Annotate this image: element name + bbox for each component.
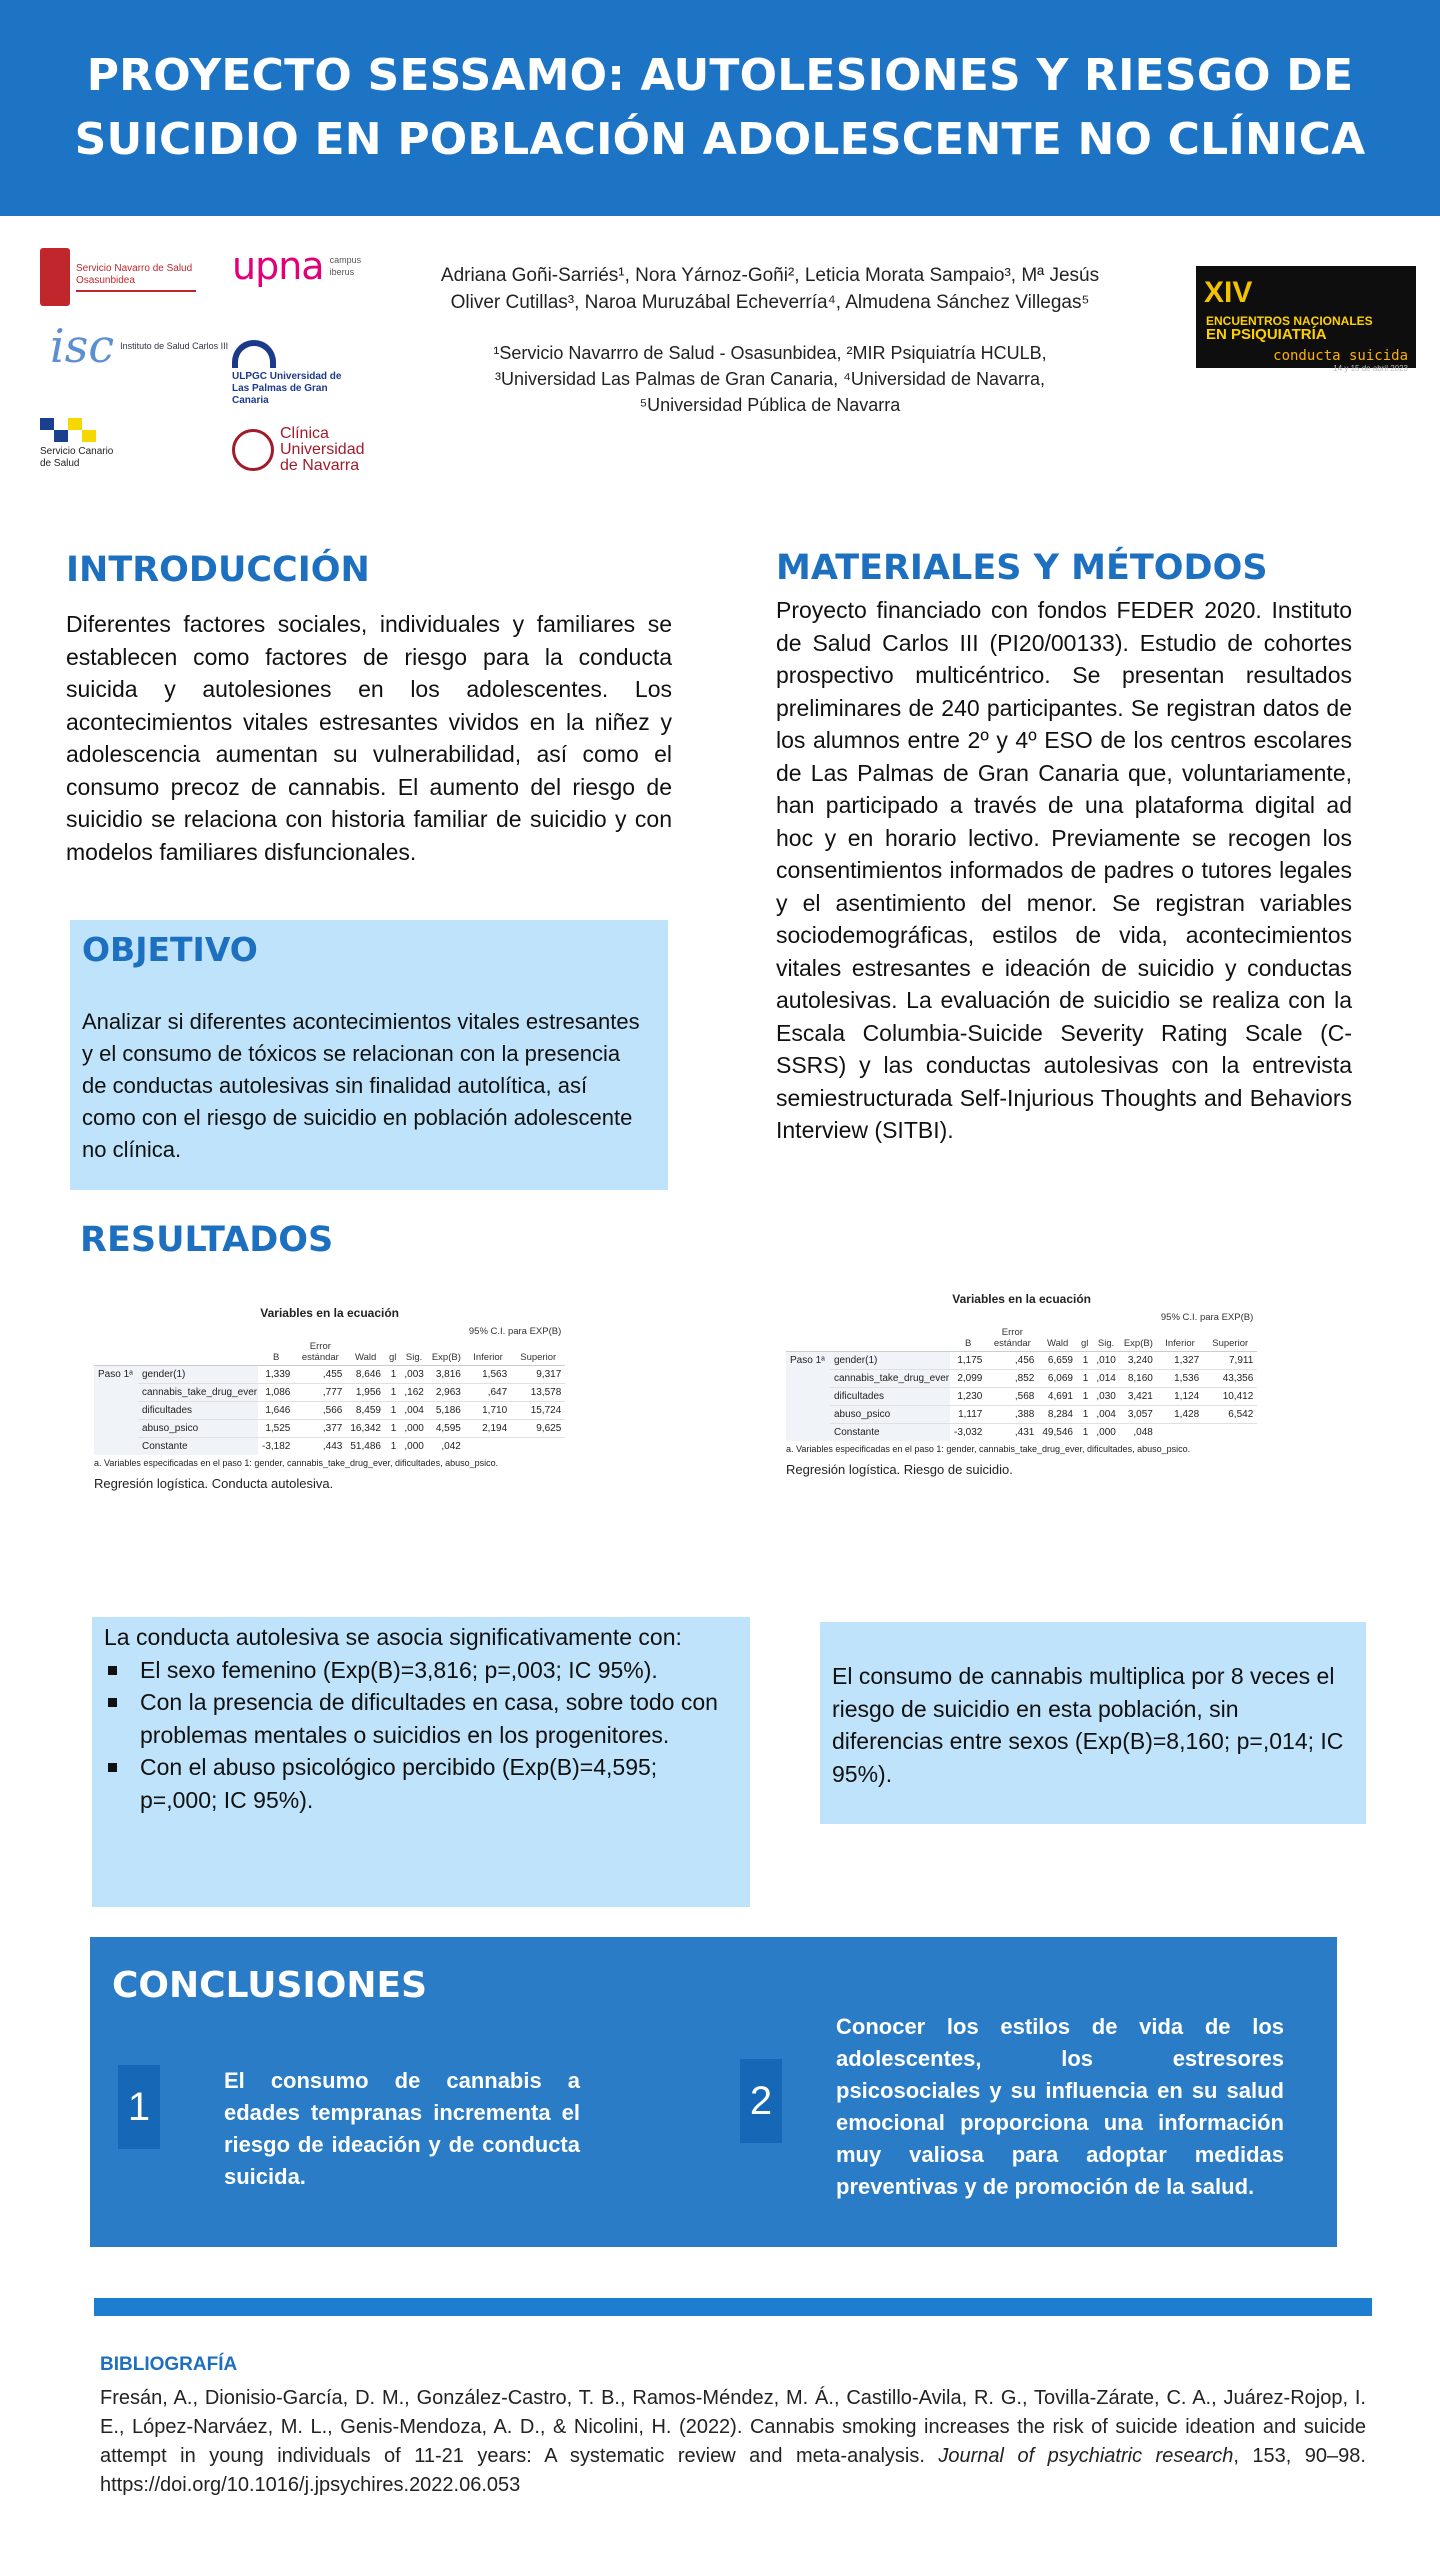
navarra-shield-icon (40, 248, 70, 306)
table-cell: 1,536 (1157, 1370, 1203, 1388)
scs-squares-icon (40, 418, 96, 442)
table-cell (511, 1438, 565, 1456)
table-cell (465, 1438, 511, 1456)
table-footnote: a. Variables especificadas en el paso 1: gender, cannabis_take_drug_ever, dificultades, abuso_psico. (786, 1444, 1191, 1454)
conclusion-number: 2 (740, 2059, 782, 2143)
table-cell: 9,317 (511, 1366, 565, 1384)
bibliography-entry: Fresán, A., Dionisio-García, D. M., González-Castro, T. B., Ramos-Méndez, M. Á., Castillo-Avila, R. G., Tovilla-Zárate, C. A., Juárez-Rojop, I. E., López-Narváez, M. L., Genis-Mendoza, A. D., & Nicolini, H. (2022). Cannabis smoking increases the risk of suicide ideation and suicide attempt in young individuals of 11-21 years: A systematic review and meta-analysis. Journal of psychiatric research, 153, 90–98. https://doi.org/10.1016/j.jpsychires.2022.06.053 (100, 2387, 1366, 2496)
conclusions-heading: CONCLUSIONES (112, 1965, 428, 2006)
table-cell: ,852 (986, 1370, 1038, 1388)
table-caption: Regresión logística. Riesgo de suicidio. (786, 1462, 1013, 1477)
objective-text: Analizar si diferentes acontecimientos vitales estresantes y el consumo de tóxicos se relacionan con la presencia de conductas autolesivas sin finalidad autolítica, así como con el riesgo de suicidio en población adolescente no clínica. (82, 1009, 640, 1162)
table-cell: ,004 (400, 1402, 427, 1420)
table-cell: 6,542 (1203, 1406, 1257, 1424)
result-box-intro: La conducta autolesiva se asocia significativamente con: (104, 1624, 682, 1650)
table-cell: 8,646 (346, 1366, 385, 1384)
table-cell: 3,421 (1120, 1388, 1157, 1406)
table-cell: 1 (385, 1420, 400, 1438)
table-cell: ,777 (294, 1384, 346, 1402)
column-header: Wald (1038, 1325, 1077, 1352)
step-label (786, 1406, 830, 1424)
table-row (94, 1420, 565, 1438)
result-box-self-harm (92, 1617, 750, 1907)
poster-title-line-2: SUICIDIO EN POBLACIÓN ADOLESCENTE NO CLÍNICA (74, 114, 1366, 165)
result-box-text: El consumo de cannabis multiplica por 8 veces el riesgo de suicidio en esta población, sin diferencias entre sexos (Exp(B)=8,160; p=,014; IC 95%). (832, 1663, 1344, 1787)
column-header: Inferior (1157, 1325, 1203, 1352)
conclusions-panel (90, 1937, 1337, 2247)
table-row (94, 1384, 565, 1402)
column-header: B (258, 1339, 294, 1366)
bibliography-heading: BIBLIOGRAFÍA (100, 2354, 238, 2375)
table-cell: 51,486 (346, 1438, 385, 1456)
column-header: Error estándar (986, 1325, 1038, 1352)
column-header: Inferior (465, 1339, 511, 1366)
conclusion-text: Conocer los estilos de vida de los adolescentes, los estresores psicosociales y su influencia en su salud emocional proporciona una información muy valiosa para adoptar medidas preventivas y de promoción de la salud. (836, 2014, 1284, 2199)
table-cell: 1 (1077, 1352, 1092, 1370)
column-header: gl (1077, 1325, 1092, 1352)
table-cell: ,014 (1092, 1370, 1119, 1388)
step-label (94, 1420, 138, 1438)
table-cell: 3,240 (1120, 1352, 1157, 1370)
table-cell: 13,578 (511, 1384, 565, 1402)
variable-name: abuso_psico (138, 1420, 258, 1438)
table-cell: 43,356 (1203, 1370, 1257, 1388)
variable-name: abuso_psico (830, 1406, 950, 1424)
column-header: Wald (346, 1339, 385, 1366)
intro-text: Diferentes factores sociales, individuales y familiares se establecen como factores de riesgo para la conducta suicida y autolesiones en los adolescentes. Los acontecimientos vitales estresantes vividos en la niñez y adolescencia aumentan su vulnerabilidad, así como el consumo precoz de cannabis. El aumento del riesgo de suicidio se relaciona con historia familiar de suicidio y con modelos familiares disfuncionales. (66, 611, 672, 865)
step-label (94, 1402, 138, 1420)
regression-table-suicide-risk: Variables en la ecuación 95% C.I. para EXP(B) B Error estándar Wald gl Sig. Exp(B) Inferior Superior Paso 1ᵃ gender(1) 1,175 ,456 6,659 1 ,010 3,240 1,327 7,911 cannabis_take_drug_ever 2,099 ,852 6,069 1 ,014 8,160 1,536 43,356 dificultades 1,230 ,568 4,691 1 ,030 3,421 1,124 10,412 abuso_psico 1,117 ,388 8,284 1 ,004 3,057 1,428 6,542 Constante -3,032 ,431 49,546 1 ,000 ,048 a. Variables especificadas en el paso 1: gender, cannabis_take_drug_ever, dificultades, abuso_psico. Regresión logística. Riesgo de suicidio. (786, 1292, 1257, 1477)
table-cell: 2,194 (465, 1420, 511, 1438)
ulpgc-logo: ULPGC Universidad de Las Palmas de Gran Canaria (232, 340, 342, 407)
column-header (138, 1339, 258, 1366)
table-cell: 1 (1077, 1370, 1092, 1388)
table-cell: ,000 (1092, 1424, 1119, 1442)
result-list (104, 1654, 734, 1817)
step-label (94, 1384, 138, 1402)
table-cell: 6,069 (1038, 1370, 1077, 1388)
objective-heading: OBJETIVO (82, 930, 258, 969)
objective-box (70, 920, 668, 1190)
table-cell: ,048 (1120, 1424, 1157, 1442)
step-label (786, 1424, 830, 1442)
table-cell: 1,710 (465, 1402, 511, 1420)
methods-heading: MATERIALES Y MÉTODOS (776, 548, 1268, 588)
column-header: Superior (1203, 1325, 1257, 1352)
poster-header (0, 0, 1440, 216)
table-cell: ,388 (986, 1406, 1038, 1424)
variable-name: Constante (830, 1424, 950, 1442)
table-cell: ,162 (400, 1384, 427, 1402)
institution-logos (36, 240, 376, 490)
table-cell: 9,625 (511, 1420, 565, 1438)
table-cell: 4,595 (428, 1420, 465, 1438)
table-cell: 1 (1077, 1406, 1092, 1424)
table-cell: 1,646 (258, 1402, 294, 1420)
table-cell: 8,160 (1120, 1370, 1157, 1388)
table-cell: 1,086 (258, 1384, 294, 1402)
column-header: Sig. (400, 1339, 427, 1366)
table-cell: 1,339 (258, 1366, 294, 1384)
table-cell: 1 (385, 1438, 400, 1456)
table-cell: 15,724 (511, 1402, 565, 1420)
step-label (94, 1438, 138, 1456)
table-cell: 1,525 (258, 1420, 294, 1438)
table-cell: 1,175 (950, 1352, 986, 1370)
table-cell: ,443 (294, 1438, 346, 1456)
table-cell: 2,099 (950, 1370, 986, 1388)
table-caption: Regresión logística. Conducta autolesiva. (94, 1476, 334, 1491)
table-cell: ,377 (294, 1420, 346, 1438)
table-cell: 3,816 (428, 1366, 465, 1384)
regression-table-self-harm: Variables en la ecuación 95% C.I. para EXP(B) B Error estándar Wald gl Sig. Exp(B) Inferior Superior Paso 1ᵃ gender(1) 1,339 ,455 8,646 1 ,003 3,816 1,563 9,317 cannabis_take_drug_ever 1,086 ,777 1,956 1 ,162 2,963 ,647 13,578 dificultades 1,646 ,566 8,459 1 ,004 5,186 1,710 15,724 abuso_psico 1,525 ,377 16,342 1 ,000 4,595 2,194 9,625 Constante -3,182 ,443 51,486 1 ,000 ,042 a. Variables especificadas en el paso 1: gender, cannabis_take_drug_ever, dificultades, abuso_psico. Regresión logística. Conducta autolesiva. (94, 1306, 565, 1491)
list-item: Con el abuso psicológico percibido (Exp(B)=4,595; p=,000; IC 95%). (104, 1751, 734, 1816)
step-label (786, 1370, 830, 1388)
variable-name: cannabis_take_drug_ever (830, 1370, 950, 1388)
table-cell: ,042 (428, 1438, 465, 1456)
table-row (94, 1438, 565, 1456)
coefficients-table (94, 1324, 565, 1455)
table-row (786, 1352, 1257, 1370)
step-label: Paso 1ᵃ (94, 1366, 138, 1384)
ci-header: 95% C.I. para EXP(B) (468, 1326, 562, 1337)
table-cell: ,431 (986, 1424, 1038, 1442)
step-label: Paso 1ᵃ (786, 1352, 830, 1370)
table-cell: 16,342 (346, 1420, 385, 1438)
ci-header: 95% C.I. para EXP(B) (1160, 1312, 1254, 1323)
column-header: Error estándar (294, 1339, 346, 1366)
table-cell: -3,032 (950, 1424, 986, 1442)
table-cell: 1 (385, 1384, 400, 1402)
table-cell: ,568 (986, 1388, 1038, 1406)
table-cell: 1,428 (1157, 1406, 1203, 1424)
results-heading: RESULTADOS (80, 1220, 334, 1260)
conclusion-number: 1 (118, 2065, 160, 2149)
table-row (94, 1402, 565, 1420)
table-cell: ,455 (294, 1366, 346, 1384)
table-row (786, 1388, 1257, 1406)
table-row (786, 1370, 1257, 1388)
table-cell: 1,956 (346, 1384, 385, 1402)
table-cell: 8,284 (1038, 1406, 1077, 1424)
poster-title-line-1: PROYECTO SESSAMO: AUTOLESIONES Y RIESGO DE (86, 50, 1354, 101)
table-cell (1157, 1424, 1203, 1442)
table-cell: 7,911 (1203, 1352, 1257, 1370)
isciii-logo: isc Instituto de Salud Carlos III (50, 319, 229, 373)
coefficients-table (786, 1310, 1257, 1441)
table-cell: ,000 (400, 1438, 427, 1456)
conclusion-text: El consumo de cannabis a edades tempranas incrementa el riesgo de ideación y de conducta suicida. (224, 2068, 580, 2189)
table-cell: ,647 (465, 1384, 511, 1402)
table-cell: ,456 (986, 1352, 1038, 1370)
table-cell: ,566 (294, 1402, 346, 1420)
table-cell: 10,412 (1203, 1388, 1257, 1406)
table-cell: 1,230 (950, 1388, 986, 1406)
table-footnote: a. Variables especificadas en el paso 1: gender, cannabis_take_drug_ever, dificultades, abuso_psico. (94, 1458, 499, 1468)
table-cell: 5,186 (428, 1402, 465, 1420)
column-header (786, 1325, 830, 1352)
table-row (94, 1366, 565, 1384)
variable-name: gender(1) (138, 1366, 258, 1384)
table-cell: 1 (1077, 1388, 1092, 1406)
table-cell: 49,546 (1038, 1424, 1077, 1442)
divider-bar (94, 2298, 1372, 2316)
intro-heading: INTRODUCCIÓN (66, 550, 370, 590)
column-header: Superior (511, 1339, 565, 1366)
variable-name: gender(1) (830, 1352, 950, 1370)
column-header: Exp(B) (428, 1339, 465, 1366)
table-row (786, 1406, 1257, 1424)
column-header: B (950, 1325, 986, 1352)
column-header (94, 1339, 138, 1366)
cun-logo: Clínica Universidad de Navarra (232, 426, 364, 474)
table-cell: ,004 (1092, 1406, 1119, 1424)
table-cell: 1 (385, 1402, 400, 1420)
table-cell: 8,459 (346, 1402, 385, 1420)
table-cell: 1,117 (950, 1406, 986, 1424)
upna-logo: upna campus iberus (232, 244, 362, 288)
variable-name: cannabis_take_drug_ever (138, 1384, 258, 1402)
table-cell: ,003 (400, 1366, 427, 1384)
table-cell: 1,124 (1157, 1388, 1203, 1406)
table-cell: ,000 (400, 1420, 427, 1438)
scs-logo: Servicio Canario de Salud (40, 418, 120, 470)
table-cell: 1 (385, 1366, 400, 1384)
ulpgc-arch-icon (232, 340, 276, 368)
variable-name: dificultades (138, 1402, 258, 1420)
methods-text: Proyecto financiado con fondos FEDER 2020. Instituto de Salud Carlos III (PI20/00133). Estudio de cohortes prospectivo multicéntrico. Se presentan resultados preliminares de 240 participantes. Se registran datos de los alumnos entre 2º y 4º ESO de los centros escolares de Las Palmas de Gran Canaria que, voluntariamente, han participado a través de una plataforma digital ad hoc y en horario lectivo. Previamente se recogen los consentimientos informados de padres o tutores legales y el asentimiento del menor. Se registran variables sociodemográficas, estilos de vida, acontecimientos vitales estresantes e ideación de suicidio y conductas autolesivas. La evaluación de suicidio se realiza con la Escala Columbia-Suicide Severity Rating Scale (C-SSRS) y las conductas autolesivas con la entrevista semiestructurada Self-Injurious Thoughts and Behaviors Interview (SITBI). (776, 597, 1352, 1143)
table-cell: 1,563 (465, 1366, 511, 1384)
congress-logo: XIV ENCUENTROS NACIONALES EN PSIQUIATRÍA conducta suicida 14 y 15 de abril 2023 (1196, 266, 1416, 368)
author-list: Adriana Goñi-Sarriés¹, Nora Yárnoz-Goñi², Leticia Morata Sampaio³, Mª Jesús Oliver Cutillas³, Naroa Muruzábal Echeverría⁴, Almudena Sánchez Villegas⁵ (440, 265, 1100, 313)
table-cell: 4,691 (1038, 1388, 1077, 1406)
column-header (830, 1325, 950, 1352)
table-cell: -3,182 (258, 1438, 294, 1456)
result-box-cannabis (820, 1622, 1366, 1824)
table-cell: 6,659 (1038, 1352, 1077, 1370)
table-row (786, 1424, 1257, 1442)
table-cell: 3,057 (1120, 1406, 1157, 1424)
table-cell: ,010 (1092, 1352, 1119, 1370)
cun-seal-icon (232, 429, 274, 471)
table-cell: 2,963 (428, 1384, 465, 1402)
list-item: Con la presencia de dificultades en casa, sobre todo con problemas mentales o suicidios en los progenitores. (104, 1686, 734, 1751)
table-cell: 1,327 (1157, 1352, 1203, 1370)
column-header: Exp(B) (1120, 1325, 1157, 1352)
table-cell: 1 (1077, 1424, 1092, 1442)
column-header: gl (385, 1339, 400, 1366)
step-label (786, 1388, 830, 1406)
column-header: Sig. (1092, 1325, 1119, 1352)
table-cell (1203, 1424, 1257, 1442)
variable-name: Constante (138, 1438, 258, 1456)
navarra-health-logo: Servicio Navarro de Salud Osasunbidea (40, 248, 196, 306)
affiliations: ¹Servicio Navarrro de Salud - Osasunbidea, ²MIR Psiquiatría HCULB, ³Universidad Las Palmas de Gran Canaria, ⁴Universidad de Navarra, ⁵Universidad Pública de Navarra (493, 343, 1047, 415)
list-item: El sexo femenino (Exp(B)=3,816; p=,003; IC 95%). (104, 1654, 734, 1687)
table-cell: ,030 (1092, 1388, 1119, 1406)
variable-name: dificultades (830, 1388, 950, 1406)
